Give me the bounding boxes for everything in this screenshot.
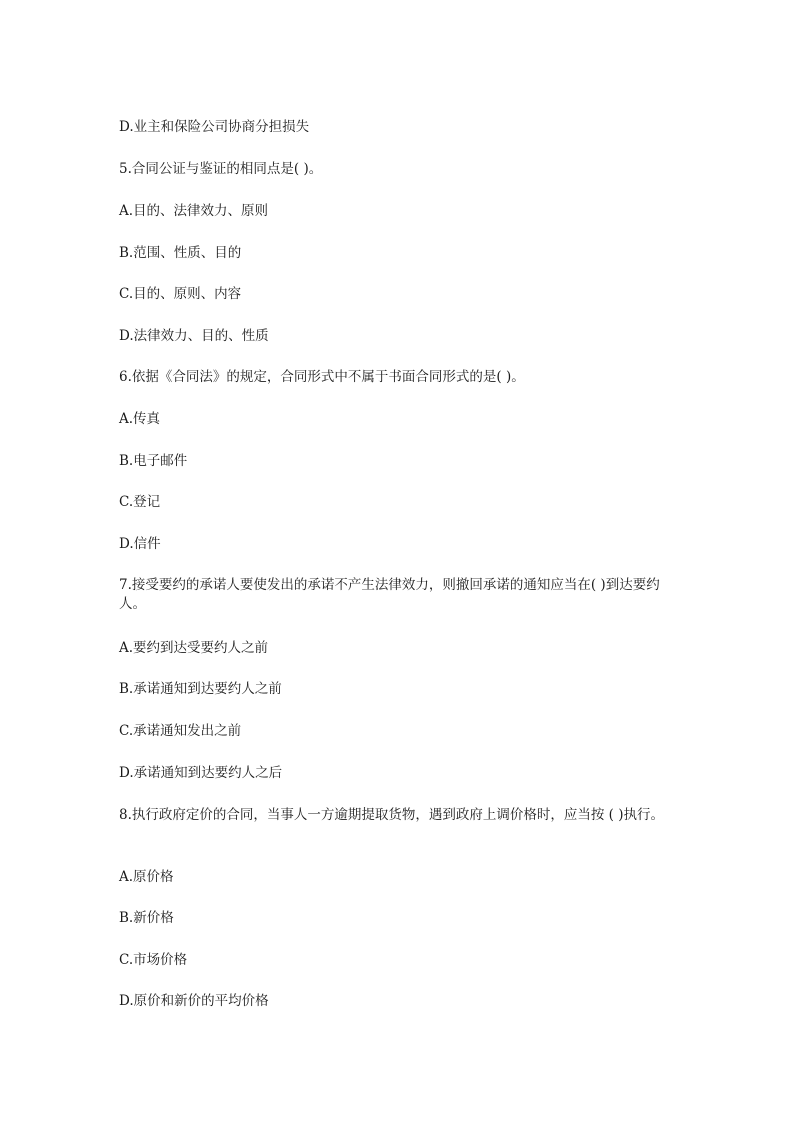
q6-option-a: A.传真: [119, 411, 161, 427]
q8-question: 8.执行政府定价的合同，当事人一方逾期提取货物，遇到政府上调价格时，应当按 ( )执行。: [119, 807, 664, 823]
q4-option-d: D.业主和保险公司协商分担损失: [119, 119, 310, 135]
q7-option-d: D.承诺通知到达要约人之后: [119, 765, 283, 781]
q7-question: 7.接受要约的承诺人要使发出的承诺不产生法律效力，则撤回承诺的通知应当在( )到达要约人。: [119, 577, 660, 612]
q8-option-d: D.原价和新价的平均价格: [119, 993, 269, 1009]
q6-question: 6.依据《合同法》的规定，合同形式中不属于书面合同形式的是( )。: [119, 369, 525, 385]
q5-option-b: B.范围、性质、目的: [119, 245, 242, 261]
q8-option-a: A.原价格: [119, 869, 174, 885]
q7-option-a: A.要约到达受要约人之前: [119, 640, 269, 656]
q7-option-b: B.承诺通知到达要约人之前: [119, 681, 282, 697]
q6-option-b: B.电子邮件: [119, 453, 188, 469]
q5-question: 5.合同公证与鉴证的相同点是( )。: [119, 161, 323, 177]
q8-option-b: B.新价格: [119, 910, 174, 926]
q6-option-c: C.登记: [119, 494, 161, 510]
q8-option-c: C.市场价格: [119, 952, 188, 968]
q5-option-a: A.目的、法律效力、原则: [119, 203, 269, 219]
q5-option-d: D.法律效力、目的、性质: [119, 328, 269, 344]
q6-option-d: D.信件: [119, 536, 161, 552]
q5-option-c: C.目的、原则、内容: [119, 286, 242, 302]
q7-option-c: C.承诺通知发出之前: [119, 723, 242, 739]
